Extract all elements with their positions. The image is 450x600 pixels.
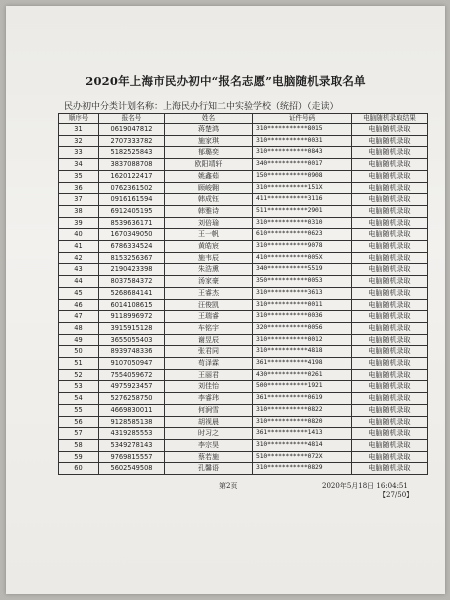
cell-result: 电脑随机录取	[352, 463, 428, 475]
table-row	[59, 264, 428, 276]
cell-result: 电脑随机录取	[352, 264, 428, 276]
cell-name: 施家琪	[165, 135, 253, 147]
cell-result: 电脑随机录取	[352, 393, 428, 405]
cell-id-no: 500***********1921	[253, 381, 352, 393]
column-header-name: 姓名	[165, 114, 253, 124]
table-row	[59, 182, 428, 194]
cell-name: 王瑞睿	[165, 311, 253, 323]
cell-id-no: 310***********0031	[253, 135, 352, 147]
cell-result: 电脑随机录取	[352, 182, 428, 194]
cell-result: 电脑随机录取	[352, 322, 428, 334]
cell-id-no: 310***********0829	[253, 463, 352, 475]
table-row	[59, 287, 428, 299]
cell-reg-no: 5602549508	[99, 463, 165, 475]
cell-name: 姚鑫茹	[165, 170, 253, 182]
cell-reg-no: 3655055403	[99, 334, 165, 346]
cell-result: 电脑随机录取	[352, 381, 428, 393]
cell-seq: 44	[59, 276, 99, 288]
cell-id-no: 340***********5519	[253, 264, 352, 276]
cell-id-no: 310***********0011	[253, 299, 352, 311]
cell-seq: 41	[59, 241, 99, 253]
cell-result: 电脑随机录取	[352, 334, 428, 346]
cell-id-no: 150***********0908	[253, 170, 352, 182]
cell-seq: 50	[59, 346, 99, 358]
table-row	[59, 229, 428, 241]
table-row	[59, 346, 428, 358]
cell-reg-no: 8037584372	[99, 276, 165, 288]
table-row	[59, 439, 428, 451]
cell-id-no: 340***********0017	[253, 159, 352, 171]
cell-id-no: 310***********0036	[253, 311, 352, 323]
cell-name: 汤家豪	[165, 276, 253, 288]
cell-reg-no: 0916161594	[99, 194, 165, 206]
cell-seq: 43	[59, 264, 99, 276]
cell-seq: 40	[59, 229, 99, 241]
cell-seq: 58	[59, 439, 99, 451]
table-row	[59, 393, 428, 405]
cell-seq: 33	[59, 147, 99, 159]
cell-reg-no: 4319285553	[99, 428, 165, 440]
cell-name: 王睿杰	[165, 287, 253, 299]
cell-id-no: 310***********8015	[253, 124, 352, 136]
admission-table	[58, 113, 428, 475]
cell-seq: 52	[59, 369, 99, 381]
cell-reg-no: 8939748336	[99, 346, 165, 358]
cell-seq: 53	[59, 381, 99, 393]
cell-seq: 51	[59, 358, 99, 370]
cell-id-no: 310***********3613	[253, 287, 352, 299]
cell-result: 电脑随机录取	[352, 159, 428, 171]
cell-name: 郁璐奕	[165, 147, 253, 159]
cell-name: 汪俊凯	[165, 299, 253, 311]
cell-result: 电脑随机录取	[352, 404, 428, 416]
cell-id-no: 510***********072X	[253, 451, 352, 463]
cell-result: 电脑随机录取	[352, 311, 428, 323]
cell-seq: 35	[59, 170, 99, 182]
cell-reg-no: 9107050947	[99, 358, 165, 370]
cell-name: 韩雅诗	[165, 205, 253, 217]
cell-seq: 37	[59, 194, 99, 206]
table-row	[59, 416, 428, 428]
cell-name: 谢昱辰	[165, 334, 253, 346]
cell-reg-no: 1670349050	[99, 229, 165, 241]
cell-result: 电脑随机录取	[352, 299, 428, 311]
cell-name: 刘佳怡	[165, 381, 253, 393]
cell-name: 顾峻翱	[165, 182, 253, 194]
cell-name: 蔡若施	[165, 451, 253, 463]
cell-reg-no: 6014108615	[99, 299, 165, 311]
cell-name: 蒋楚鸿	[165, 124, 253, 136]
cell-seq: 47	[59, 311, 99, 323]
table-row	[59, 217, 428, 229]
table-row	[59, 124, 428, 136]
cell-result: 电脑随机录取	[352, 252, 428, 264]
cell-reg-no: 8539636171	[99, 217, 165, 229]
cell-id-no: 310***********0012	[253, 334, 352, 346]
cell-id-no: 310***********0310	[253, 217, 352, 229]
cell-name: 何涧雪	[165, 404, 253, 416]
cell-id-no: 310***********9078	[253, 241, 352, 253]
cell-reg-no: 2190423398	[99, 264, 165, 276]
column-header-result: 电脑随机录取结果	[352, 114, 428, 124]
cell-seq: 60	[59, 463, 99, 475]
cell-name: 胡视晨	[165, 416, 253, 428]
table-row	[59, 252, 428, 264]
cell-name: 黄皓宸	[165, 241, 253, 253]
cell-reg-no: 6786334524	[99, 241, 165, 253]
cell-reg-no: 0762361502	[99, 182, 165, 194]
cell-id-no: 310***********4814	[253, 439, 352, 451]
cell-id-no: 411***********3116	[253, 194, 352, 206]
cell-reg-no: 9118996972	[99, 311, 165, 323]
cell-name: 韩成钰	[165, 194, 253, 206]
print-timestamp: 2020年5月18日 16:04:51	[322, 482, 408, 490]
cell-seq: 38	[59, 205, 99, 217]
cell-seq: 36	[59, 182, 99, 194]
cell-result: 电脑随机录取	[352, 194, 428, 206]
cell-reg-no: 2707333782	[99, 135, 165, 147]
cell-id-no: 320***********0056	[253, 322, 352, 334]
cell-name: 时习之	[165, 428, 253, 440]
cell-seq: 57	[59, 428, 99, 440]
document-title: 2020年上海市民办初中“报名志愿”电脑随机录取名单	[85, 74, 366, 88]
cell-reg-no: 5268684141	[99, 287, 165, 299]
cell-seq: 42	[59, 252, 99, 264]
table-row	[59, 451, 428, 463]
cell-name: 孔馨语	[165, 463, 253, 475]
cell-result: 电脑随机录取	[352, 439, 428, 451]
table-row	[59, 381, 428, 393]
table-row	[59, 358, 428, 370]
cell-result: 电脑随机录取	[352, 241, 428, 253]
cell-seq: 39	[59, 217, 99, 229]
cell-seq: 31	[59, 124, 99, 136]
table-row	[59, 299, 428, 311]
cell-result: 电脑随机录取	[352, 170, 428, 182]
plan-name: 民办初中分类计划名称：上海民办行知二中实验学校（统招）（走读）	[64, 102, 339, 112]
cell-id-no: 361***********4198	[253, 358, 352, 370]
table-row	[59, 463, 428, 475]
cell-reg-no: 9769815557	[99, 451, 165, 463]
cell-id-no: 511***********2901	[253, 205, 352, 217]
table-row	[59, 276, 428, 288]
cell-seq: 49	[59, 334, 99, 346]
cell-result: 电脑随机录取	[352, 358, 428, 370]
table-row	[59, 428, 428, 440]
cell-reg-no: 4975923457	[99, 381, 165, 393]
cell-result: 电脑随机录取	[352, 276, 428, 288]
cell-result: 电脑随机录取	[352, 428, 428, 440]
cell-id-no: 610***********0623	[253, 229, 352, 241]
cell-id-no: 310***********0820	[253, 416, 352, 428]
cell-result: 电脑随机录取	[352, 369, 428, 381]
cell-seq: 34	[59, 159, 99, 171]
cell-reg-no: 7554059672	[99, 369, 165, 381]
document-page	[6, 6, 445, 594]
column-header-seq: 顺序号	[59, 114, 99, 124]
page-number: 第2页	[219, 482, 238, 490]
table-row	[59, 205, 428, 217]
cell-reg-no: 5182525843	[99, 147, 165, 159]
cell-seq: 59	[59, 451, 99, 463]
table-row	[59, 369, 428, 381]
column-header-id-no: 证件号码	[253, 114, 352, 124]
cell-seq: 45	[59, 287, 99, 299]
cell-id-no: 410***********005X	[253, 252, 352, 264]
cell-reg-no: 5276258750	[99, 393, 165, 405]
cell-result: 电脑随机录取	[352, 124, 428, 136]
cell-name: 朱浩熏	[165, 264, 253, 276]
table-row	[59, 241, 428, 253]
cell-name: 刘倍瑜	[165, 217, 253, 229]
cell-seq: 32	[59, 135, 99, 147]
cell-result: 电脑随机录取	[352, 229, 428, 241]
sheet-count: 【27/50】	[379, 491, 414, 499]
cell-seq: 55	[59, 404, 99, 416]
cell-result: 电脑随机录取	[352, 217, 428, 229]
table-row	[59, 322, 428, 334]
table-row	[59, 311, 428, 323]
cell-result: 电脑随机录取	[352, 287, 428, 299]
cell-id-no: 350***********0053	[253, 276, 352, 288]
cell-name: 王一帆	[165, 229, 253, 241]
cell-name: 王丽君	[165, 369, 253, 381]
cell-id-no: 310***********0822	[253, 404, 352, 416]
cell-reg-no: 3837088708	[99, 159, 165, 171]
cell-name: 苟泽霖	[165, 358, 253, 370]
cell-reg-no: 9128585138	[99, 416, 165, 428]
cell-id-no: 361***********1413	[253, 428, 352, 440]
cell-name: 欧阳靖轩	[165, 159, 253, 171]
cell-seq: 56	[59, 416, 99, 428]
table-header-row	[59, 114, 428, 124]
column-header-reg-no: 报名号	[99, 114, 165, 124]
cell-reg-no: 6912405195	[99, 205, 165, 217]
cell-result: 电脑随机录取	[352, 135, 428, 147]
cell-seq: 48	[59, 322, 99, 334]
cell-name: 张君同	[165, 346, 253, 358]
cell-reg-no: 0619047812	[99, 124, 165, 136]
table-row	[59, 147, 428, 159]
table-row	[59, 194, 428, 206]
cell-reg-no: 1620122417	[99, 170, 165, 182]
cell-result: 电脑随机录取	[352, 451, 428, 463]
table-row	[59, 404, 428, 416]
cell-seq: 46	[59, 299, 99, 311]
cell-name: 李睿玮	[165, 393, 253, 405]
cell-id-no: 310***********4818	[253, 346, 352, 358]
table-row	[59, 159, 428, 171]
cell-reg-no: 5349278143	[99, 439, 165, 451]
cell-name: 李宗昊	[165, 439, 253, 451]
cell-id-no: 310***********151X	[253, 182, 352, 194]
table-row	[59, 170, 428, 182]
cell-result: 电脑随机录取	[352, 205, 428, 217]
cell-reg-no: 8153256367	[99, 252, 165, 264]
cell-result: 电脑随机录取	[352, 416, 428, 428]
cell-name: 车铭宇	[165, 322, 253, 334]
cell-name: 施韦辰	[165, 252, 253, 264]
cell-id-no: 310***********0843	[253, 147, 352, 159]
cell-seq: 54	[59, 393, 99, 405]
table-row	[59, 334, 428, 346]
cell-id-no: 430***********0261	[253, 369, 352, 381]
cell-result: 电脑随机录取	[352, 147, 428, 159]
cell-id-no: 361***********0619	[253, 393, 352, 405]
cell-result: 电脑随机录取	[352, 346, 428, 358]
cell-reg-no: 3915915128	[99, 322, 165, 334]
cell-reg-no: 4669830011	[99, 404, 165, 416]
table-row	[59, 135, 428, 147]
